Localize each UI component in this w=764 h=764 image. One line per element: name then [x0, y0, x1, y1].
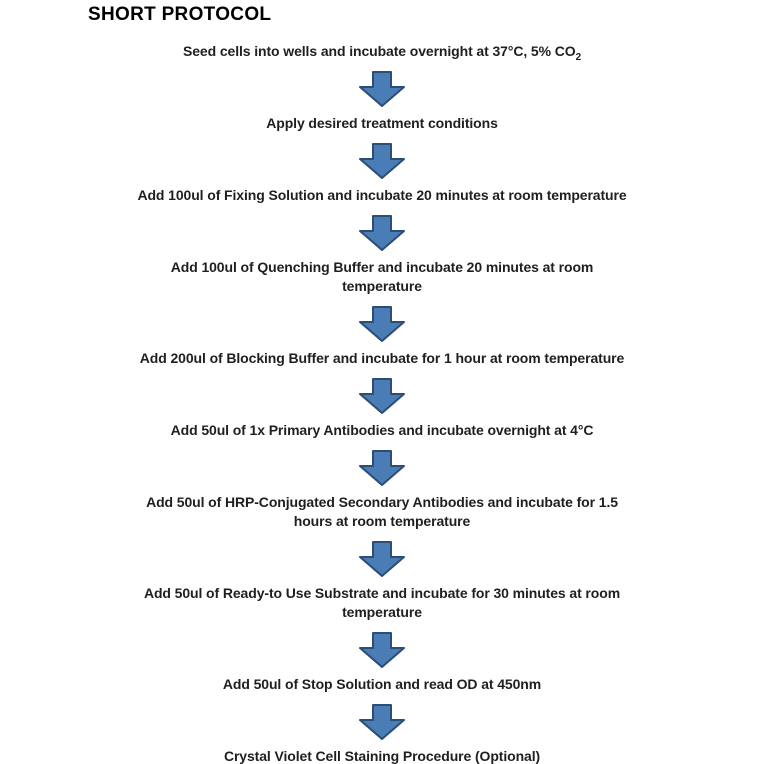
protocol-step-line: temperature [342, 604, 422, 620]
protocol-step [223, 675, 541, 694]
down-arrow-icon [359, 541, 405, 577]
protocol-step-line: Apply desired treatment conditions [266, 115, 498, 131]
down-arrow-icon [359, 71, 405, 107]
protocol-step-line: Add 50ul of Stop Solution and read OD at 450nm [222, 676, 542, 692]
down-arrow-icon [359, 378, 405, 414]
down-arrow-shape [360, 379, 404, 413]
down-arrow-icon [359, 215, 405, 251]
protocol-step-line: hours at room temperature [293, 513, 471, 529]
protocol-step [140, 349, 624, 368]
down-arrow-shape [360, 542, 404, 576]
down-arrow-shape [360, 72, 404, 106]
protocol-step [171, 258, 594, 296]
protocol-step-line: Add 200ul of Blocking Buffer and incubate for 1 hour at room temperature [139, 350, 625, 366]
protocol-step [224, 747, 540, 764]
down-arrow-icon [359, 450, 405, 486]
page-title: SHORT PROTOCOL [88, 4, 272, 25]
down-arrow-icon [359, 632, 405, 668]
down-arrow-icon [359, 306, 405, 342]
protocol-step [183, 42, 581, 61]
protocol-step [137, 186, 626, 205]
down-arrow-shape [360, 451, 404, 485]
protocol-step [144, 584, 620, 622]
down-arrow-icon [359, 143, 405, 179]
protocol-step-line: Add 50ul of 1x Primary Antibodies and incubate overnight at 4°C [170, 422, 594, 438]
protocol-step-line: Crystal Violet Cell Staining Procedure (Optional) [223, 748, 541, 764]
down-arrow-icon [359, 704, 405, 740]
down-arrow-shape [360, 633, 404, 667]
down-arrow-shape [360, 705, 404, 739]
protocol-step-line: Add 50ul of Ready-to Use Substrate and incubate for 30 minutes at room [143, 585, 621, 601]
down-arrow-shape [360, 216, 404, 250]
down-arrow-shape [360, 307, 404, 341]
flow-column [0, 42, 764, 764]
protocol-step-line: Seed cells into wells and incubate overnight at 37°C, 5% $CO_2$ [182, 43, 582, 63]
protocol-step-line: Add 100ul of Quenching Buffer and incubate 20 minutes at room [170, 259, 594, 275]
protocol-step [266, 114, 498, 133]
down-arrow-shape [360, 144, 404, 178]
protocol-step [146, 493, 618, 531]
protocol-step-line: Add 50ul of HRP-Conjugated Secondary Antibodies and incubate for 1.5 [146, 494, 618, 510]
protocol-step [171, 421, 594, 440]
protocol-step-line: Add 100ul of Fixing Solution and incubate 20 minutes at room temperature [137, 187, 627, 203]
protocol-step-line: temperature [342, 278, 422, 294]
